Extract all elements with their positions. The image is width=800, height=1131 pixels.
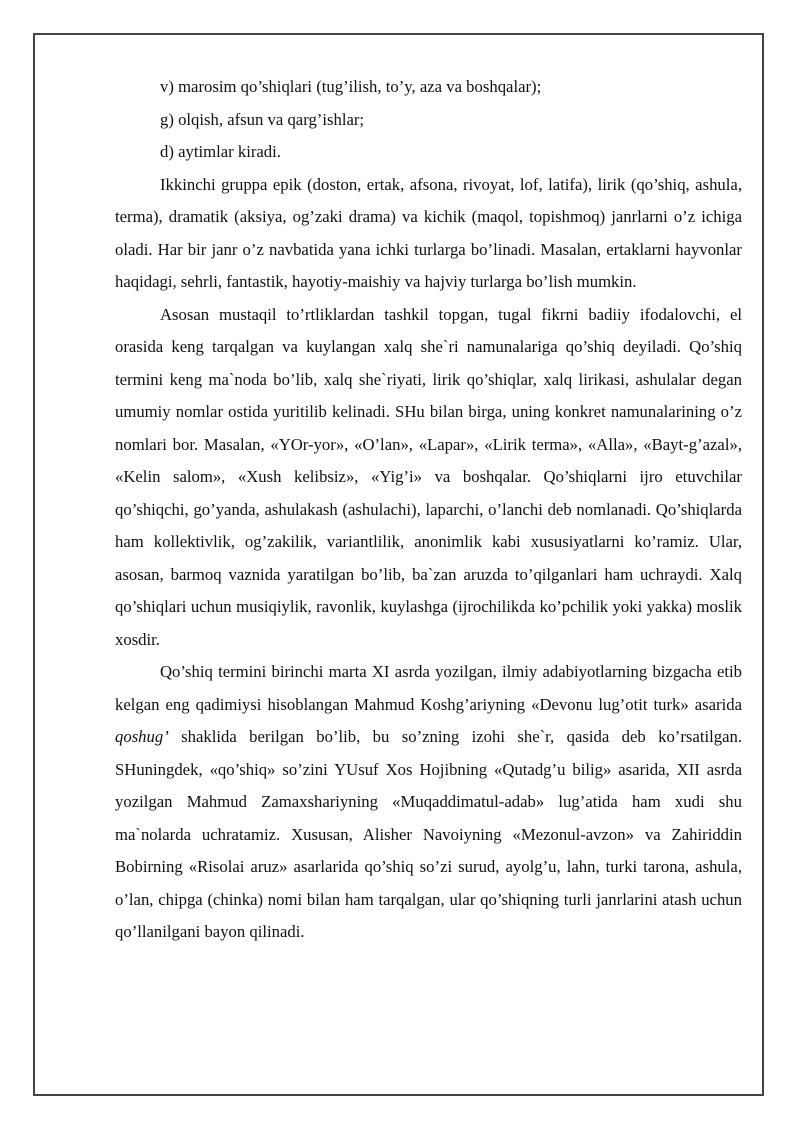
paragraph-qoshiq-definition: Asosan mustaqil to’rtliklardan tashkil topgan, tugal fikrni badiiy ifodalovchi, el orasida keng tarqalgan va kuylangan xalq she`ri namunalariga qo’shiq deyiladi. Qo’shiq termini keng ma`noda bo’lib, xalq she`riyati, lirik qo’shiqlar, xalq lirikasi, ashulalar degan umumiy nomlar ostida yuritilib kelinadi. SHu bilan birga, uning konkret namunalarining o’z nomlari bor. Masalan, «YOr-yor», «O’lan», «Lapar», «Lirik terma», «Alla», «Bayt-g’azal», «Kelin salom», «Xush kelibsiz», «Yig’i» va boshqalar. Qo’shiqlarni ijro etuvchilar qo’shiqchi, go’yanda, ashulakash (ashulachi), laparchi, o’lanchi deb nomlanadi. Qo’shiqlarda ham kollektivlik, og’zakilik, variantlilik, anonimlik kabi xususiyatlarni ko’ramiz. Ular, asosan, barmoq vaznida yaratilgan bo’lib, ba`zan aruzda to’qilganlari ham uchraydi. Xalq qo’shiqlari uchun musiqiylik, ravonlik, kuylashga (ijrochilikda ko’pchilik yoki yakka) moslik xosdir. xyxy=(115,304,742,649)
document-body xyxy=(115,71,742,949)
list-item-v: v) marosim qo’shiqlari (tug’ilish, to’y, aza va boshqalar); xyxy=(160,77,542,96)
history-text-start: Qo’shiq termini birinchi marta XI asrda yozilgan, ilmiy adabiyotlarning bizgacha etib kelgan eng qadimiysi hisoblangan Mahmud Koshg’ariyning «Devonu lug’otit turk» asarida xyxy=(115,662,742,714)
paragraph-qoshiq-history xyxy=(115,656,742,949)
history-text-end: shaklida berilgan bo’lib, bu so’zning izohi she`r, qasida deb ko’rsatilgan. SHuningdek, «qo’shiq» so’zini YUsuf Xos Hojibning «Qutadg’u bilig» asarida, XII asrda yozilgan Mahmud Zamaxshariyning «Muqaddimatul-adab» lug’atida ham xudi shu ma`nolarda uchratamiz. Xususan, Alisher Navoiyning «Mezonul-avzon» va Zahiriddin Bobirning «Risolai aruz» asarlarida qo’shiq so’zi surud, ayolg’u, lahn, turki tarona, ashula, o’lan, chipga (chinka) nomi bilan ham tarqalgan, ular qo’shiqning turli janrlarini atash uchun qo’llanilgani bayon qilinadi. xyxy=(115,727,742,941)
list-item-g: g) olqish, afsun va qarg’ishlar; xyxy=(160,109,365,129)
paragraph-genres: Ikkinchi gruppa epik (doston, ertak, afsona, rivoyat, lof, latifa), lirik (qo’shiq, ashula, terma), dramatik (aksiya, og’zaki drama) va kichik (maqol, topishmoq) janrlarni o’z ichiga oladi. Har bir janr o’z navbatida yana ichki turlarga bo’linadi. Masalan, ertaklarni hayvonlar haqidagi, sehrli, fantastik, hayotiy-maishiy va hajviy turlarga bo’lish mumkin. xyxy=(115,174,742,291)
list-item-d: d) aytimlar kiradi. xyxy=(160,142,281,161)
italic-term: qoshug’ xyxy=(115,727,169,746)
